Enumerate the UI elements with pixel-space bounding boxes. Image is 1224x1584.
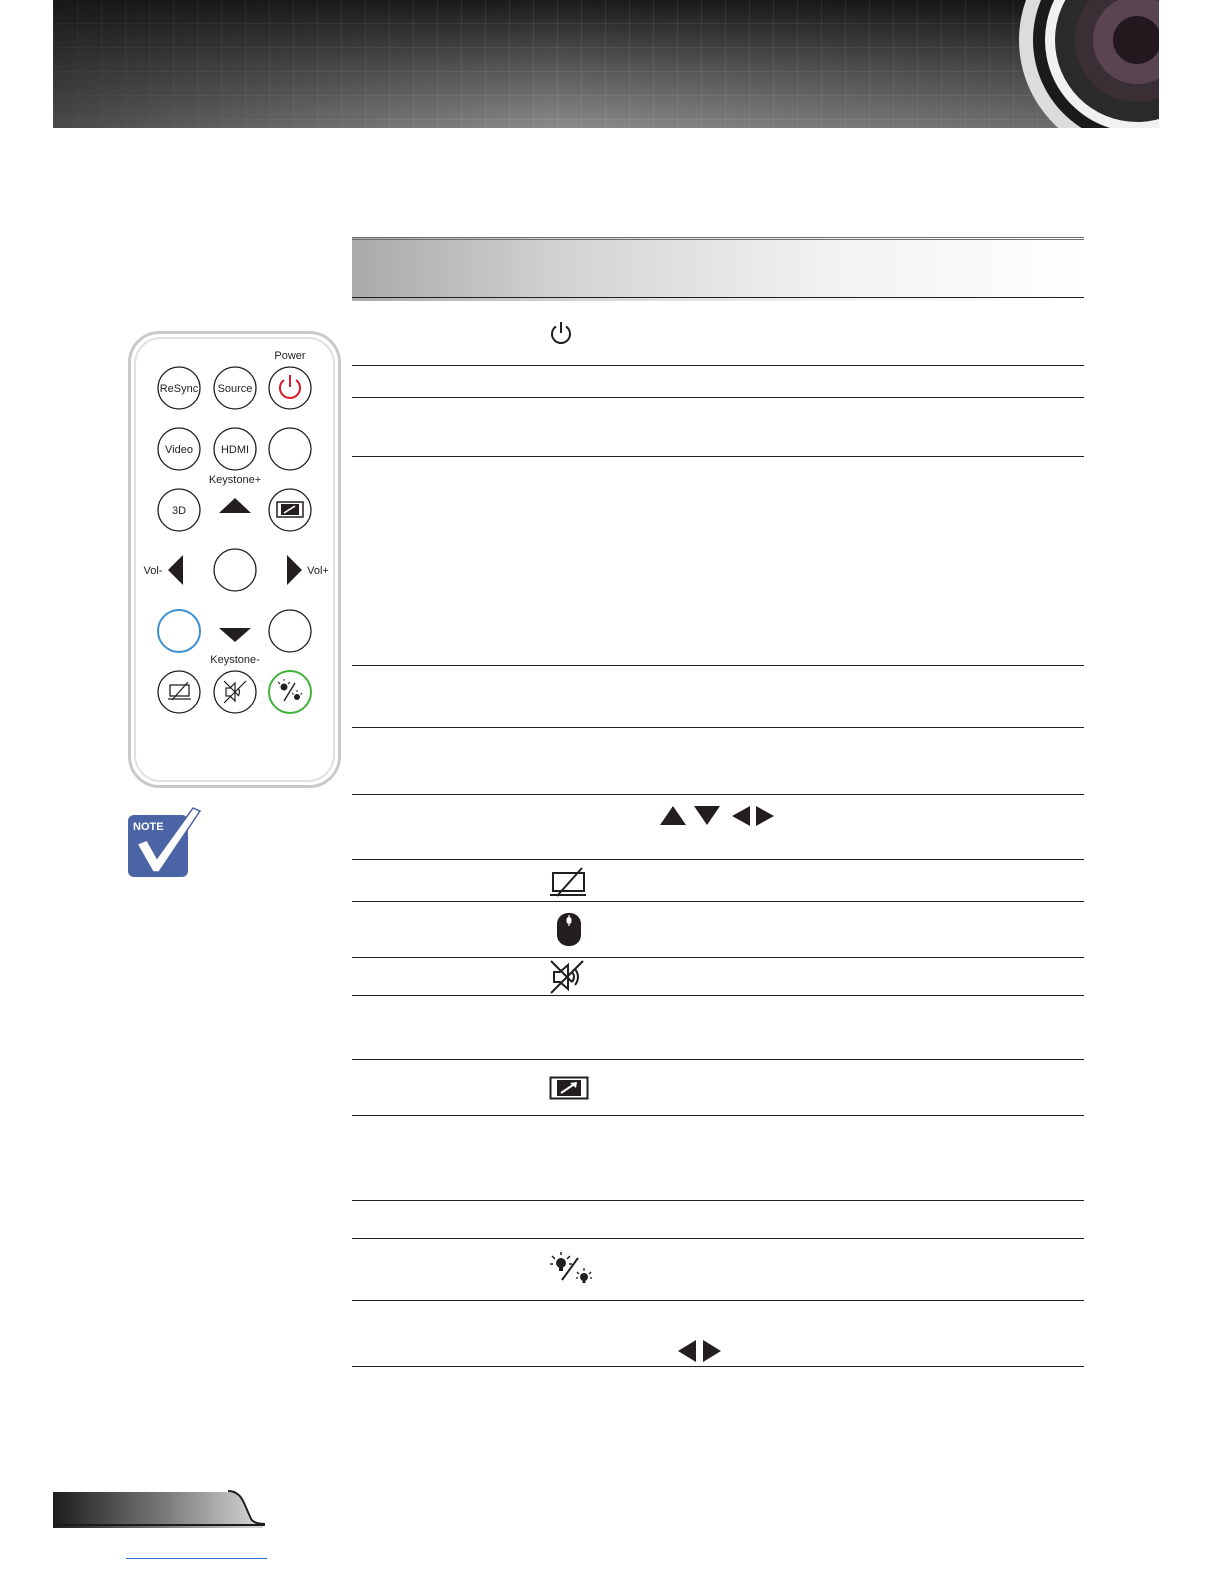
power-icon — [548, 320, 574, 346]
table-rule — [352, 665, 1084, 666]
header-banner — [53, 0, 1159, 128]
table-rule — [352, 957, 1084, 958]
vol-plus-label: Vol+ — [307, 565, 329, 577]
blank-button[interactable] — [269, 610, 311, 652]
blue-ring-button[interactable] — [158, 610, 200, 652]
table-rule — [352, 859, 1084, 860]
left-right-arrows-icon — [676, 1338, 724, 1364]
remote-control-illustration — [128, 331, 341, 788]
video-label: Video — [165, 444, 193, 456]
brightness-mode-button[interactable] — [269, 671, 311, 713]
aspect-ratio-icon — [549, 1076, 589, 1100]
video-button[interactable] — [158, 428, 200, 470]
table-rule — [352, 297, 1084, 298]
table-rule — [352, 995, 1084, 996]
table-rule — [352, 397, 1084, 398]
keystone-minus-label: Keystone- — [210, 654, 260, 666]
projector-lens-image — [1009, 0, 1159, 128]
blank-button[interactable] — [269, 428, 311, 470]
av-mute-button[interactable] — [158, 671, 200, 713]
table-rule — [352, 1300, 1084, 1301]
table-rule — [352, 456, 1084, 457]
mute-button[interactable] — [214, 671, 256, 713]
table-rule — [352, 1115, 1084, 1116]
table-rule — [352, 1366, 1084, 1367]
table-header-bar — [352, 237, 1084, 301]
hdmi-label: HDMI — [220, 444, 250, 456]
note-badge — [127, 806, 201, 878]
footer-page-tab — [53, 1488, 265, 1530]
power-button[interactable] — [269, 367, 311, 409]
four-way-arrows-icon — [658, 804, 776, 828]
enter-button[interactable] — [214, 549, 256, 591]
3d-button[interactable] — [158, 489, 200, 531]
power-label: Power — [274, 350, 306, 362]
table-rule — [352, 1238, 1084, 1239]
keystone-plus-label: Keystone+ — [208, 474, 262, 486]
hdmi-button[interactable] — [214, 428, 256, 470]
3d-label: 3D — [171, 505, 187, 517]
mouse-icon — [556, 912, 582, 948]
source-button[interactable] — [214, 367, 256, 409]
source-label: Source — [217, 383, 253, 395]
footer-link-underline[interactable] — [126, 1558, 267, 1559]
banner-shading — [53, 0, 1159, 128]
table-rule — [352, 365, 1084, 366]
table-rule — [352, 901, 1084, 902]
table-rule — [352, 794, 1084, 795]
mute-icon — [548, 958, 586, 996]
resync-label: ReSync — [159, 383, 199, 395]
table-rule — [352, 727, 1084, 728]
vol-minus-label: Vol- — [143, 565, 163, 577]
aspect-ratio-button[interactable] — [269, 489, 311, 531]
table-rule — [352, 1200, 1084, 1201]
av-mute-icon — [548, 866, 588, 898]
brightness-mode-icon — [548, 1250, 594, 1288]
resync-button[interactable] — [158, 367, 200, 409]
table-rule — [352, 1059, 1084, 1060]
note-label: NOTE — [133, 821, 164, 833]
